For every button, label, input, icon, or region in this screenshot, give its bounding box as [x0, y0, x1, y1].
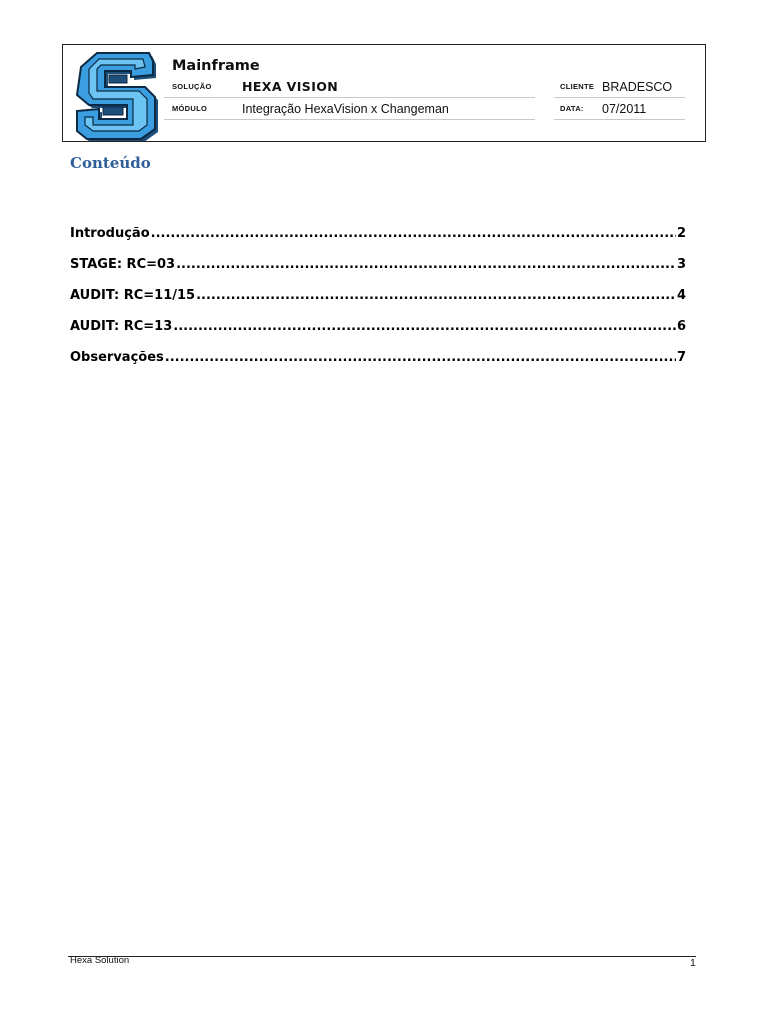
- toc-entry-page: 3: [676, 257, 686, 272]
- table-of-contents: [70, 226, 686, 381]
- footer-page-number: 1: [690, 957, 696, 969]
- toc-leader-dots: [151, 226, 676, 241]
- modulo-label: MÓDULO: [172, 104, 208, 113]
- document-header: [62, 44, 706, 142]
- toc-entry-label: AUDIT: RC=13: [70, 319, 173, 334]
- toc-entry-label: AUDIT: RC=11/15: [70, 288, 196, 303]
- solucao-value: HEXA VISION: [242, 79, 339, 94]
- modulo-value: Integração HexaVision x Changeman: [242, 101, 449, 116]
- cliente-value: BRADESCO: [602, 79, 673, 94]
- cliente-row: [554, 76, 685, 98]
- hexa-solution-logo-icon: [69, 47, 159, 141]
- toc-heading: Conteúdo: [70, 154, 151, 172]
- footer-company: Hexa Solution: [70, 955, 130, 966]
- toc-entry-page: 2: [676, 226, 686, 241]
- toc-entry[interactable]: [70, 319, 686, 350]
- footer-divider: [68, 956, 696, 957]
- toc-entry-label: Introdução: [70, 226, 150, 241]
- toc-entry-label: STAGE: RC=03: [70, 257, 176, 272]
- data-row: [554, 98, 685, 120]
- modulo-row: [164, 98, 535, 120]
- toc-entry-page: 4: [676, 288, 686, 303]
- toc-leader-dots: [173, 319, 676, 334]
- toc-leader-dots: [176, 257, 676, 272]
- solucao-row: [164, 76, 535, 98]
- cliente-label: CLIENTE: [560, 82, 595, 91]
- data-value: 07/2011: [602, 101, 647, 116]
- toc-leader-dots: [165, 350, 676, 365]
- solucao-label: SOLUÇÃO: [172, 82, 212, 91]
- toc-entry[interactable]: [70, 350, 686, 381]
- toc-entry-page: 7: [676, 350, 686, 365]
- toc-entry-label: Observações: [70, 350, 164, 365]
- toc-entry[interactable]: [70, 288, 686, 319]
- toc-entry-page: 6: [676, 319, 686, 334]
- header-title: Mainframe: [172, 58, 260, 74]
- data-label: DATA:: [560, 104, 584, 113]
- toc-entry[interactable]: [70, 257, 686, 288]
- toc-leader-dots: [196, 288, 676, 303]
- toc-entry[interactable]: [70, 226, 686, 257]
